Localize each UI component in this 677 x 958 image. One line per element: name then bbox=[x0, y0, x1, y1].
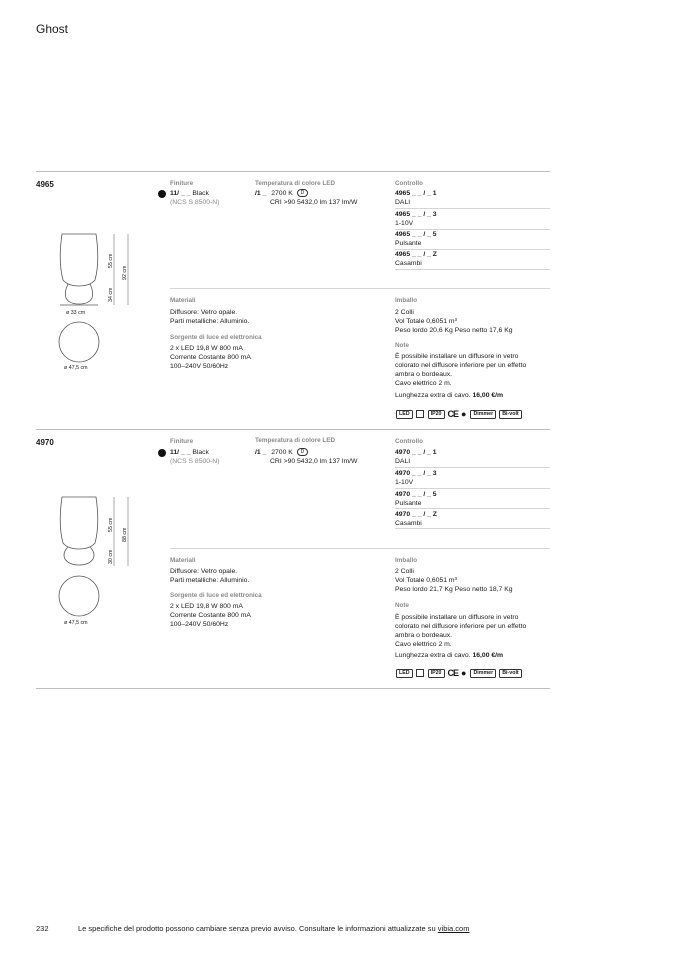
materials-text: Diffusore: Vetro opale. Parti metalliche: Alluminio. bbox=[170, 568, 250, 584]
extra-cable-price: 16,00 €/m bbox=[472, 652, 504, 659]
control-item: 4970 _ _ / _ 1 DALI bbox=[395, 449, 437, 465]
ip-badge: IP20 bbox=[428, 410, 445, 419]
top-view-outline bbox=[59, 576, 99, 616]
cert-icon: ● bbox=[461, 668, 467, 678]
product-drawing bbox=[56, 495, 136, 630]
class-ii-icon bbox=[416, 669, 424, 677]
dim-diameter-large: ø 47,5 cm bbox=[64, 620, 88, 626]
control-item: 4970 _ _ / _ 3 1-10V bbox=[395, 470, 437, 486]
dimmer-badge: Dimmer bbox=[470, 669, 496, 678]
finish-name: Black bbox=[192, 449, 209, 456]
page-number: 232 bbox=[36, 924, 49, 933]
source-text: 2 x LED 19,8 W 800 mA Corrente Costante 800 mA 100–240V 50/60Hz bbox=[170, 603, 251, 628]
materials-label: Materiali bbox=[170, 557, 196, 564]
dim-total-height: 92 cm bbox=[122, 265, 128, 280]
control-item: 4970 _ _ / _ Z Casambi bbox=[395, 511, 437, 527]
base-outline bbox=[64, 547, 94, 565]
finish-swatch-black bbox=[158, 190, 166, 198]
notes-text: È possibile installare un diffusore in vetro colorato nel diffusore inferiore per un effetto ambra o bordeaux. Cavo elettrico 2 m. bbox=[395, 353, 527, 387]
color-temp-code: /1 _ bbox=[255, 190, 267, 197]
bivolt-badge: Bi-volt bbox=[499, 669, 521, 678]
footer-link[interactable]: vibia.com bbox=[437, 924, 470, 933]
color-temp-specs: CRI >90 5432,0 lm 137 lm/W bbox=[270, 199, 358, 206]
footer-text: Le specifiche del prodotto possono cambiare senza previo avviso. Consultare le informazioni attualizzate su vibia.com bbox=[78, 924, 470, 933]
color-temp-specs: CRI >90 5432,0 lm 137 lm/W bbox=[270, 458, 358, 465]
finishes-label: Finiture bbox=[170, 180, 194, 187]
color-temp-badge: D bbox=[297, 448, 309, 456]
dim-base-height: 34 cm bbox=[108, 287, 114, 302]
control-item: 4965 _ _ / _ 1 DALI bbox=[395, 190, 437, 206]
source-text: 2 x LED 19,8 W 800 mA Corrente Costante 800 mA 100–240V 50/60Hz bbox=[170, 345, 251, 370]
bivolt-badge: Bi-volt bbox=[499, 410, 521, 419]
base-outline bbox=[65, 284, 92, 304]
extra-cable: Lunghezza extra di cavo. 16,00 €/m bbox=[395, 392, 504, 399]
control-item: 4965 _ _ / _ 5 Pulsante bbox=[395, 231, 437, 247]
materials-text: Diffusore: Vetro opale. Parti metalliche: Alluminio. bbox=[170, 309, 250, 325]
shade-outline bbox=[60, 497, 98, 549]
color-temp-kelvin: 2700 K bbox=[271, 449, 293, 456]
extra-cable: Lunghezza extra di cavo. 16,00 €/m bbox=[395, 652, 504, 659]
finish-code: 11/ _ _ bbox=[170, 190, 191, 197]
packaging-text: 2 Colli Vol Totale 0,6051 m³ Peso lordo 21,7 Kg Peso netto 18,7 Kg bbox=[395, 568, 513, 593]
ip-badge: IP20 bbox=[428, 669, 445, 678]
led-badge: LED bbox=[396, 410, 413, 419]
finish-ncs: (NCS S 8500-N) bbox=[170, 199, 220, 206]
cert-icon: ● bbox=[461, 409, 467, 419]
packaging-text: 2 Colli Vol Totale 0,6051 m³ Peso lordo 20,6 Kg Peso netto 17,6 Kg bbox=[395, 309, 513, 334]
notes-label: Note bbox=[395, 342, 409, 349]
dim-diameter-small: ø 33 cm bbox=[66, 310, 86, 316]
page-title: Ghost bbox=[36, 22, 69, 36]
dim-diameter-large: ø 47,5 cm bbox=[64, 365, 88, 371]
finish-swatch-black bbox=[158, 449, 166, 457]
control-item: 4965 _ _ / _ Z Casambi bbox=[395, 251, 437, 267]
packaging-label: Imballo bbox=[395, 557, 418, 564]
cert-badges bbox=[396, 668, 525, 678]
ce-mark: CE bbox=[447, 409, 459, 419]
led-badge: LED bbox=[396, 669, 413, 678]
finish-code: 11/ _ _ bbox=[170, 449, 191, 456]
section-divider bbox=[36, 429, 550, 430]
source-label: Sorgente di luce ed elettronica bbox=[170, 592, 262, 599]
packaging-label: Imballo bbox=[395, 297, 418, 304]
finishes-label: Finiture bbox=[170, 438, 194, 445]
product-drawing bbox=[56, 232, 136, 372]
dim-shade-height: 55 cm bbox=[108, 253, 114, 268]
shade-outline bbox=[60, 234, 98, 286]
color-temp-label: Temperatura di colore LED bbox=[255, 180, 336, 187]
ce-mark: CE bbox=[447, 668, 459, 678]
control-item: 4965 _ _ / _ 3 1-10V bbox=[395, 211, 437, 227]
dimmer-badge: Dimmer bbox=[470, 410, 496, 419]
control-label: Controllo bbox=[395, 180, 423, 187]
product-code: 4965 bbox=[36, 180, 54, 189]
finish-ncs: (NCS S 8500-N) bbox=[170, 458, 220, 465]
class-ii-icon bbox=[416, 410, 424, 418]
color-temp-kelvin: 2700 K bbox=[271, 190, 293, 197]
notes-label: Note bbox=[395, 602, 409, 609]
cert-badges bbox=[396, 409, 525, 419]
source-label: Sorgente di luce ed elettronica bbox=[170, 334, 262, 341]
dim-base-height: 30 cm bbox=[108, 549, 114, 564]
dim-total-height: 88 cm bbox=[122, 527, 128, 542]
materials-label: Materiali bbox=[170, 297, 196, 304]
dim-shade-height: 55 cm bbox=[108, 517, 114, 532]
section-divider bbox=[36, 171, 550, 172]
control-item: 4970 _ _ / _ 5 Pulsante bbox=[395, 491, 437, 507]
product-code: 4970 bbox=[36, 438, 54, 447]
color-temp-code: /1 _ bbox=[255, 449, 267, 456]
top-view-outline bbox=[59, 322, 99, 362]
finish-name: Black bbox=[192, 190, 209, 197]
color-temp-label: Temperatura di colore LED bbox=[255, 437, 336, 444]
control-label: Controllo bbox=[395, 438, 423, 445]
section-divider bbox=[36, 688, 550, 689]
notes-text: È possibile installare un diffusore in vetro colorato nel diffusore inferiore per un effetto ambra o bordeaux. Cavo elettrico 2 m. bbox=[395, 614, 527, 648]
color-temp-badge: D bbox=[297, 189, 309, 197]
extra-cable-price: 16,00 €/m bbox=[472, 392, 504, 399]
